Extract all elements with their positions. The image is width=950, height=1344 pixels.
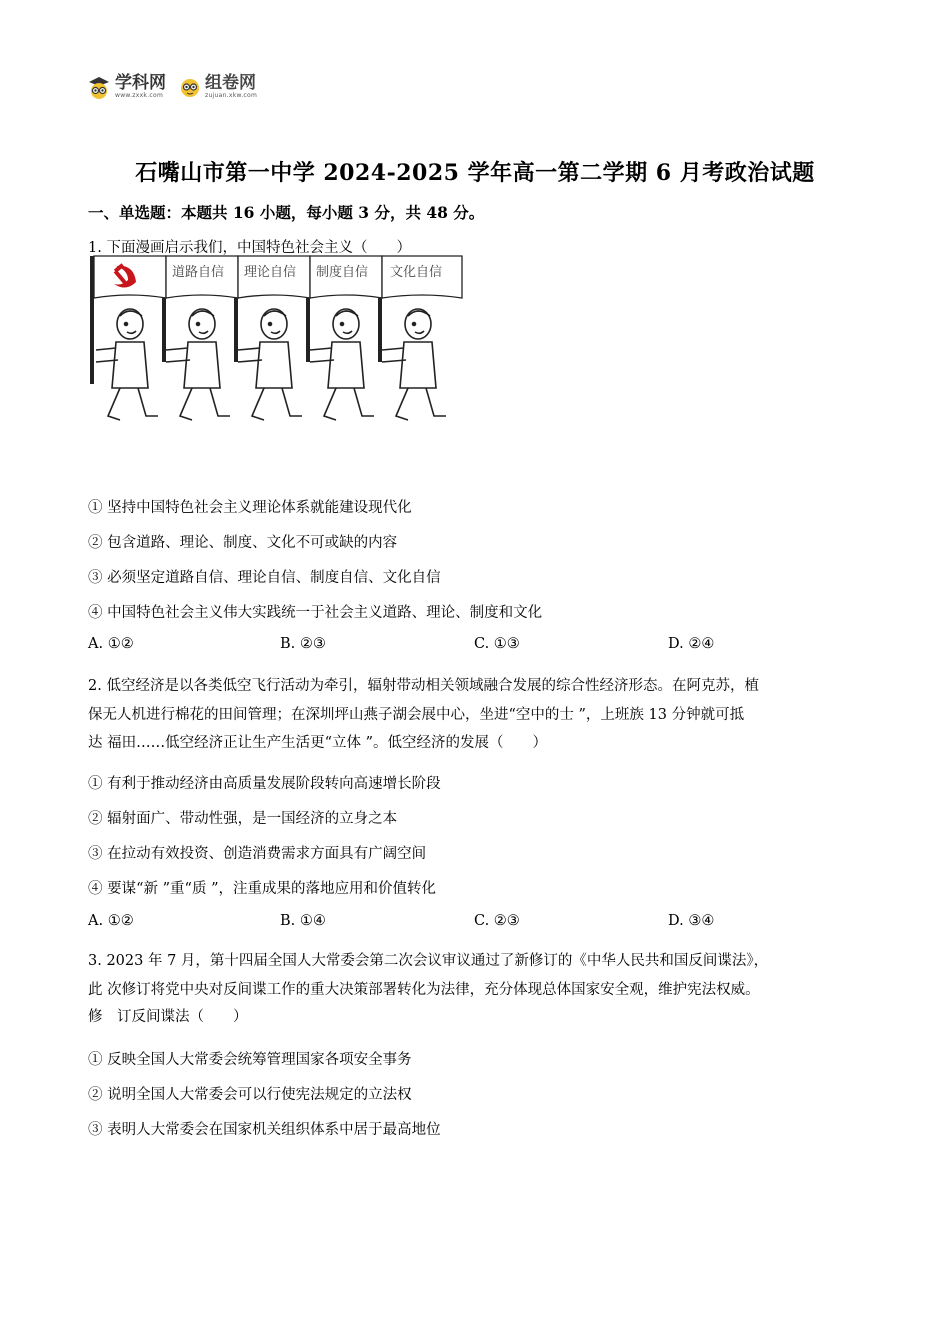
cartoon-figure-4 [310, 309, 374, 420]
q3-stem-line-2: 此 次修订将党中央对反间谍工作的重大决策部署转化为法律，充分体现总体国家安全观，维护宪法权威。 [88, 982, 760, 998]
q1-option-d[interactable]: D. ②④ [668, 636, 715, 652]
q1-option-b[interactable]: B. ②③ [280, 636, 326, 652]
q2-option-a[interactable]: A. ①② [88, 913, 134, 929]
q2-item-4: ④ 要谋“新 ”重“质 ”，注重成果的落地应用和价值转化 [88, 881, 436, 897]
flag-text-4: 文化自信 [390, 265, 443, 280]
flag-text-2: 理论自信 [244, 265, 297, 280]
owl-icon [178, 75, 202, 99]
logo2-brand: 组卷网 [205, 73, 256, 93]
q3-item-3: ③ 表明人大常委会在国家机关组织体系中居于最高地位 [88, 1122, 441, 1138]
q1-item-4: ④ 中国特色社会主义伟大实践统一于社会主义道路、理论、制度和文化 [88, 605, 543, 621]
page-title: 石嘴山市第一中学 2024-2025 学年高一第二学期 6 月考政治试题 [135, 160, 815, 186]
logo-zujuanwang[interactable] [178, 75, 257, 99]
owl-graduate-icon [86, 74, 112, 100]
q2-option-d[interactable]: D. ③④ [668, 913, 715, 929]
cartoon-figure-5 [382, 309, 446, 420]
cartoon-figure-2 [166, 309, 230, 420]
q1-stem: 1. 下面漫画启示我们，中国特色社会主义（ ） [88, 240, 411, 256]
q1-item-2: ② 包含道路、理论、制度、文化不可或缺的内容 [88, 535, 398, 551]
q2-item-2: ② 辐射面广、带动性强，是一国经济的立身之本 [88, 811, 398, 827]
q1-option-c[interactable]: C. ①③ [474, 636, 520, 652]
header-logos [86, 70, 269, 104]
cartoon-figure-3 [238, 309, 302, 420]
q2-option-c[interactable]: C. ②③ [474, 913, 520, 929]
q2-item-3: ③ 在拉动有效投资、创造消费需求方面具有广阔空间 [88, 846, 427, 862]
q2-stem-line-2: 保无人机进行棉花的田间管理；在深圳坪山燕子湖会展中心，坐进“空中的士 ”，上班族 13 分钟就可抵 [88, 707, 745, 723]
q3-item-1: ① 反映全国人大常委会统筹管理国家各项安全事务 [88, 1052, 412, 1068]
q3-stem-line-3: 修 订反间谍法（ ） [88, 1009, 248, 1025]
q1-options [88, 636, 868, 656]
flag-text-3: 制度自信 [316, 265, 369, 280]
q2-stem-line-3: 达 福田……低空经济正让生产生活更“立体 ”。低空经济的发展（ ） [88, 735, 548, 751]
logo1-url: www.zxxk.com [115, 92, 164, 99]
logo2-url: zujuan.xkw.com [205, 92, 258, 99]
q2-option-b[interactable]: B. ①④ [280, 913, 326, 929]
cartoon-figure-1 [96, 309, 158, 420]
q3-item-2: ② 说明全国人大常委会可以行使宪法规定的立法权 [88, 1087, 412, 1103]
logo1-brand: 学科网 [115, 73, 166, 93]
section-heading: 一、单选题：本题共 16 小题，每小题 3 分，共 48 分。 [88, 203, 485, 222]
cartoon-illustration [86, 252, 466, 438]
q1-item-3: ③ 必须坚定道路自信、理论自信、制度自信、文化自信 [88, 570, 441, 586]
flag-text-1: 道路自信 [172, 265, 225, 280]
q2-stem-line-1: 2. 低空经济是以各类低空飞行活动为牵引，辐射带动相关领域融合发展的综合性经济形态。在阿克苏，植 [88, 678, 759, 694]
q2-item-1: ① 有利于推动经济由高质量发展阶段转向高速增长阶段 [88, 776, 441, 792]
logo-xuekewang[interactable] [86, 74, 166, 100]
q1-option-a[interactable]: A. ①② [88, 636, 134, 652]
q1-item-1: ① 坚持中国特色社会主义理论体系就能建设现代化 [88, 500, 412, 516]
q2-options [88, 913, 868, 933]
q3-stem-line-1: 3. 2023 年 7 月，第十四届全国人大常委会第二次会议审议通过了新修订的《中华人民共和国反间谍法》， [88, 953, 769, 969]
